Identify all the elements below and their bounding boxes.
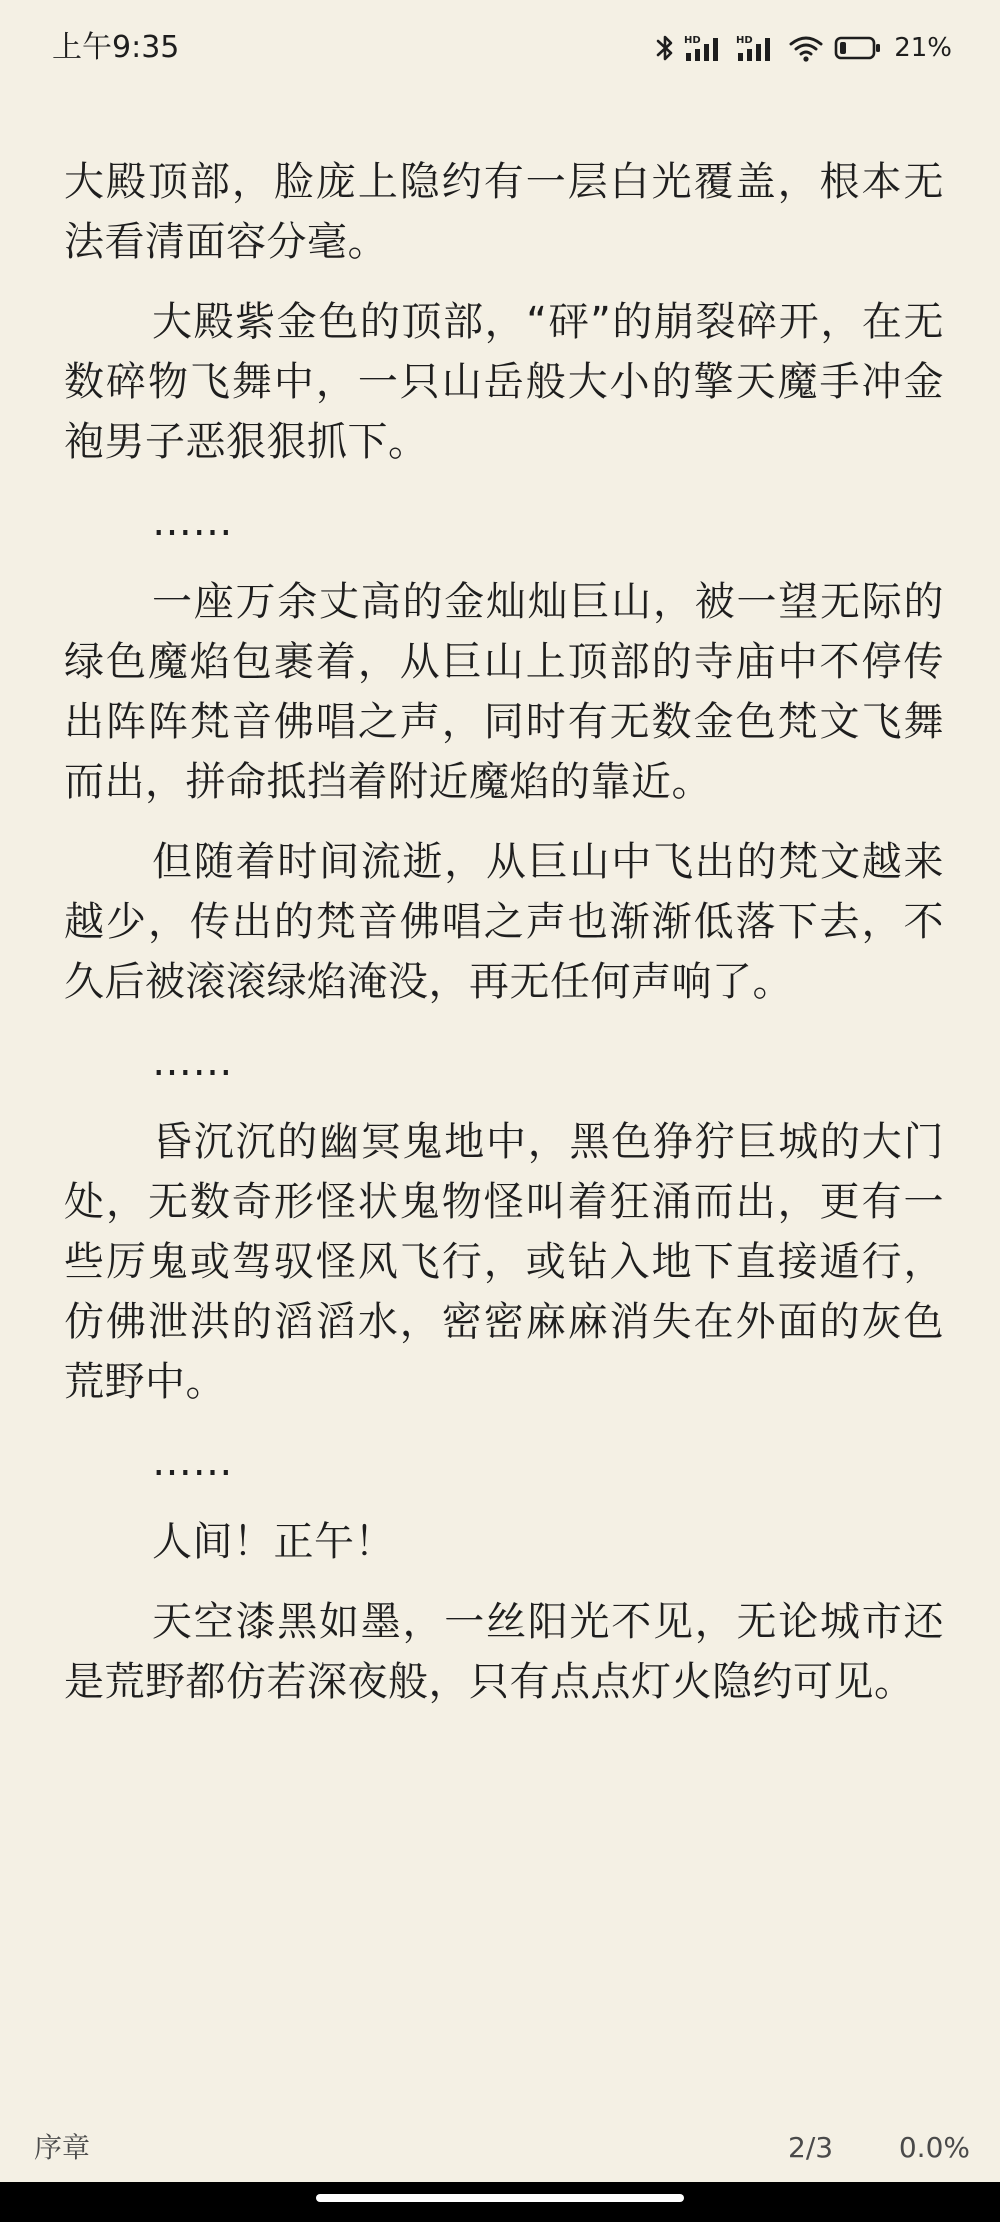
progress-percent: 0.0% <box>898 2131 970 2164</box>
paragraph: …… <box>152 1439 233 1485</box>
wifi-icon <box>788 33 824 63</box>
svg-text:HD: HD <box>684 35 701 46</box>
reading-content[interactable] <box>64 152 944 1732</box>
status-icons <box>656 28 952 68</box>
svg-text:HD: HD <box>736 35 753 46</box>
status-time: 上午9:35 <box>52 30 180 65</box>
paragraph: 昏沉沉的幽冥鬼地中，黑色狰狞巨城的大门处，无数奇形怪状鬼物怪叫着狂涌而出，更有一些厉鬼或驾驭怪风飞行，或钻入地下直接遁行，仿佛泄洪的滔滔水，密密麻麻消失在外面的灰色荒野中。 <box>64 1119 944 1405</box>
signal-icon <box>684 33 726 63</box>
paragraph: …… <box>152 499 233 545</box>
battery-icon <box>834 33 882 63</box>
paragraph: 但随着时间流逝，从巨山中飞出的梵文越来越少，传出的梵音佛唱之声也渐渐低落下去，不久后被滚滚绿焰淹没，再无任何声响了。 <box>64 839 944 1005</box>
battery-percent: 21% <box>894 33 952 63</box>
status-bar <box>0 0 1000 100</box>
reader-footer <box>0 2120 1000 2180</box>
paragraph: …… <box>152 1039 233 1085</box>
signal-icon <box>736 33 778 63</box>
paragraph: 人间！正午！ <box>152 1519 395 1565</box>
paragraph: 大殿紫金色的顶部，“砰”的崩裂碎开，在无数碎物飞舞中，一只山岳般大小的擎天魔手冲金袍男子恶狠狠抓下。 <box>64 299 944 465</box>
home-indicator[interactable] <box>316 2194 684 2202</box>
page-indicator: 2/3 <box>788 2131 834 2164</box>
paragraph: 天空漆黑如墨，一丝阳光不见，无论城市还是荒野都仿若深夜般，只有点点灯火隐约可见。 <box>64 1599 944 1705</box>
navigation-bar <box>0 2182 1000 2222</box>
paragraph: 大殿顶部，脸庞上隐约有一层白光覆盖，根本无法看清面容分毫。 <box>64 159 944 265</box>
chapter-title: 序章 <box>34 2131 91 2164</box>
bluetooth-icon <box>656 33 674 63</box>
paragraph: 一座万余丈高的金灿灿巨山，被一望无际的绿色魔焰包裹着，从巨山上顶部的寺庙中不停传出阵阵梵音佛唱之声，同时有无数金色梵文飞舞而出，拼命抵挡着附近魔焰的靠近。 <box>64 579 944 805</box>
